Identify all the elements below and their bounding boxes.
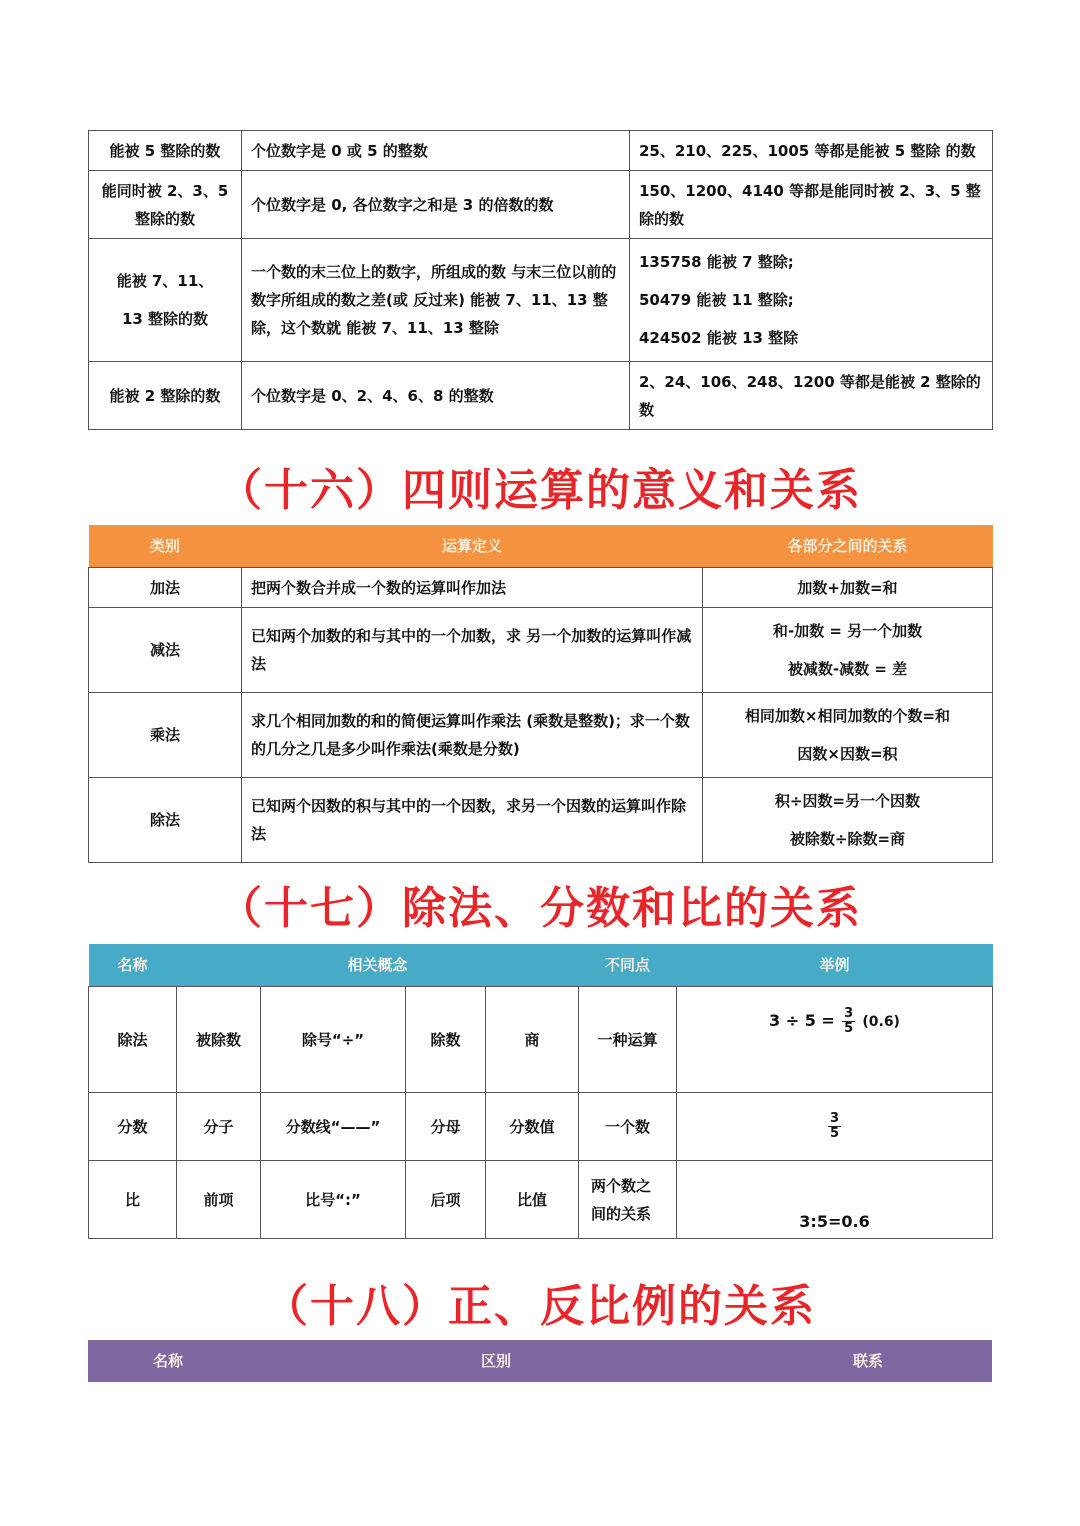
relation-line: 因数×因数=积	[797, 745, 898, 763]
fraction-numerator: 3	[844, 1006, 854, 1021]
concept-difference: 一个数	[579, 1093, 677, 1161]
op-name: 减法	[89, 608, 242, 693]
table-row	[89, 693, 993, 778]
op-definition: 求几个相同加数的和的简便运算叫作乘法 (乘数是整数)；求一个数的几分之几是多少叫作乘法(乘数是分数)	[242, 693, 703, 778]
concept-term: 除号“÷”	[261, 987, 406, 1093]
relation-line: 被除数÷除数=商	[789, 830, 906, 848]
fraction-example	[677, 1093, 993, 1161]
op-relations	[703, 693, 993, 778]
concept-term: 分数线“——”	[261, 1093, 406, 1161]
table-row	[89, 568, 993, 608]
section-18-title: （十八）正、反比例的关系	[264, 1281, 816, 1332]
rule-name: 能被 2 整除的数	[89, 362, 242, 430]
header-connection: 联系	[744, 1340, 992, 1382]
table-header	[88, 1340, 992, 1382]
concept-term: 前项	[177, 1161, 261, 1239]
relation-line: 相同加数×相同加数的个数=和	[744, 707, 951, 725]
fraction-numerator: 3	[829, 1111, 840, 1126]
concept-name: 除法	[89, 987, 177, 1093]
rule-example: 2、24、106、248、1200 等都是能被 2 整除的数	[630, 362, 993, 430]
concept-difference: 一种运算	[579, 987, 677, 1093]
table-row	[89, 362, 993, 430]
table-row	[89, 171, 993, 239]
division-example	[677, 987, 993, 1093]
table-header	[89, 525, 993, 568]
table-row	[89, 778, 993, 863]
fraction-denominator: 5	[829, 1126, 840, 1141]
op-name: 除法	[89, 778, 242, 863]
example-line: 135758 能被 7 整除;	[639, 253, 794, 271]
example-line: 424502 能被 13 整除	[639, 329, 799, 347]
concept-term: 分数值	[486, 1093, 579, 1161]
rule-name: 能被 5 整除的数	[89, 131, 242, 171]
op-definition: 把两个数合并成一个数的运算叫作加法	[242, 568, 703, 608]
example-line: 50479 能被 11 整除;	[639, 291, 794, 309]
op-name: 加法	[89, 568, 242, 608]
concept-name: 分数	[89, 1093, 177, 1161]
table-row	[89, 987, 993, 1093]
rule-example: 150、1200、4140 等都是能同时被 2、3、5 整除的数	[630, 171, 993, 239]
concept-term: 分子	[177, 1093, 261, 1161]
op-name: 乘法	[89, 693, 242, 778]
rule-text: 一个数的末三位上的数字，所组成的数 与末三位以前的数字所组成的数之差(或 反过来) 能被 7、11、13 整除，这个数就 能被 7、11、13 整除	[242, 239, 630, 362]
divisibility-table	[88, 130, 993, 430]
header-name: 名称	[89, 944, 177, 987]
op-definition: 已知两个因数的积与其中的一个因数，求另一个因数的运算叫作除法	[242, 778, 703, 863]
header-name: 名称	[88, 1340, 248, 1382]
division-fraction-ratio-table	[88, 944, 993, 1239]
concept-name: 比	[89, 1161, 177, 1239]
table-row	[89, 239, 993, 362]
op-relations	[703, 608, 993, 693]
table-row	[89, 1093, 993, 1161]
concept-term: 分母	[406, 1093, 486, 1161]
relation-line: 被减数-减数 = 差	[787, 660, 908, 678]
header-difference: 区别	[248, 1340, 744, 1382]
fraction-denominator: 5	[844, 1021, 854, 1036]
concept-term: 比号“:”	[261, 1161, 406, 1239]
rule-text: 个位数字是 0, 各位数字之和是 3 的倍数的数	[242, 171, 630, 239]
rule-name: 能同时被 2、3、5 整除的数	[89, 171, 242, 239]
relation-line: 积÷因数=另一个因数	[774, 792, 921, 810]
fraction	[842, 1007, 855, 1036]
table-row	[89, 1161, 993, 1239]
rule-name: 能被 7、11、13 整除的数	[89, 239, 242, 362]
table-header	[89, 944, 993, 987]
header-definition: 运算定义	[242, 525, 703, 568]
fraction	[828, 1112, 841, 1141]
relation-line: 加数+加数=和	[797, 578, 898, 597]
section-16-title: （十六）四则运算的意义和关系	[218, 465, 862, 516]
decimal-value: (0.6)	[862, 1014, 900, 1030]
concept-term: 被除数	[177, 987, 261, 1093]
rule-text: 个位数字是 0、2、4、6、8 的整数	[242, 362, 630, 430]
concept-term: 后项	[406, 1161, 486, 1239]
table-row	[89, 608, 993, 693]
concept-term: 除数	[406, 987, 486, 1093]
header-concepts: 相关概念	[177, 944, 579, 987]
ratio-example	[677, 1161, 993, 1239]
header-relations: 各部分之间的关系	[703, 525, 993, 568]
concept-difference: 两个数之间的关系	[579, 1161, 677, 1239]
rule-example	[630, 239, 993, 362]
proportion-table	[88, 1340, 992, 1382]
section-17-title: （十七）除法、分数和比的关系	[218, 883, 862, 934]
header-example: 举例	[677, 944, 993, 987]
header-difference: 不同点	[579, 944, 677, 987]
concept-term: 商	[486, 987, 579, 1093]
ratio-expression: 3:5=0.6	[799, 1212, 870, 1231]
op-relations	[703, 778, 993, 863]
division-expression: 3 ÷ 5 =	[769, 1011, 835, 1030]
rule-text: 个位数字是 0 或 5 的整数	[242, 131, 630, 171]
op-definition: 已知两个加数的和与其中的一个加数，求 另一个加数的运算叫作减法	[242, 608, 703, 693]
op-relations	[703, 568, 993, 608]
operations-table	[88, 525, 993, 863]
relation-line: 和-加数 = 另一个加数	[772, 622, 923, 640]
rule-example: 25、210、225、1005 等都是能被 5 整除 的数	[630, 131, 993, 171]
header-category: 类别	[89, 525, 242, 568]
concept-term: 比值	[486, 1161, 579, 1239]
table-row	[89, 131, 993, 171]
